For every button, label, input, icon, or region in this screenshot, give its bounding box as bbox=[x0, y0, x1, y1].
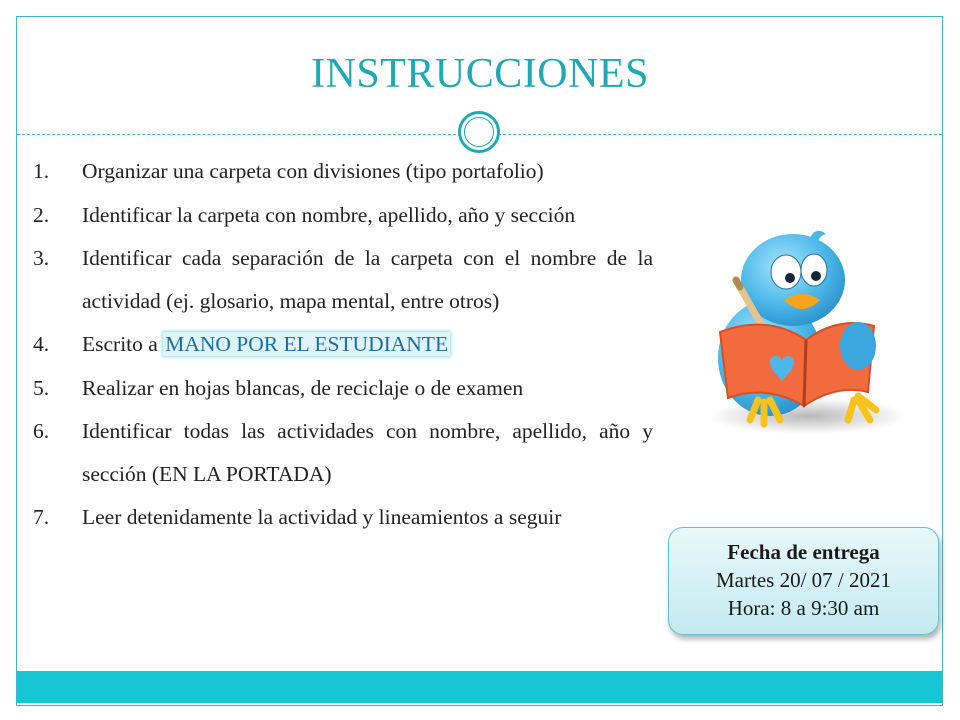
item-text bbox=[82, 323, 653, 366]
delivery-date: Martes 20/ 07 / 2021 bbox=[716, 568, 891, 592]
item-text-start: Escrito a bbox=[82, 332, 164, 356]
item-text: Organizar una carpeta con divisiones (tipo portafolio) bbox=[82, 159, 544, 183]
highlighted-text: MANO POR EL ESTUDIANTE bbox=[165, 332, 449, 356]
list-item bbox=[33, 496, 653, 539]
list-item bbox=[33, 410, 653, 495]
instructions-list bbox=[33, 150, 653, 540]
delivery-title: Fecha de entrega bbox=[727, 540, 880, 564]
item-text: Leer detenidamente la actividad y lineamientos a seguir bbox=[82, 505, 562, 529]
list-item bbox=[33, 323, 653, 366]
item-number: 6. bbox=[33, 419, 50, 443]
item-number: 5. bbox=[33, 375, 50, 400]
item-text: Identificar todas las actividades con nombre, apellido, año y sección (EN LA PORTADA) bbox=[82, 419, 653, 486]
delivery-date-box bbox=[668, 527, 939, 635]
bottom-bar bbox=[17, 671, 942, 703]
item-number: 2. bbox=[33, 202, 50, 227]
circle-ornament-icon bbox=[458, 111, 500, 153]
item-number: 4. bbox=[33, 332, 50, 356]
list-item bbox=[33, 194, 653, 237]
item-number: 3. bbox=[33, 246, 50, 270]
item-text: Realizar en hojas blancas, de reciclaje o de examen bbox=[82, 375, 524, 400]
list-item bbox=[33, 367, 653, 410]
item-text: Identificar cada separación de la carpeta con el nombre de la actividad (ej. glosario, mapa mental, entre otros) bbox=[82, 246, 653, 313]
item-number: 1. bbox=[33, 159, 50, 183]
list-item bbox=[33, 237, 653, 322]
item-text: Identificar la carpeta con nombre, apellido, año y sección bbox=[82, 202, 576, 227]
list-item bbox=[33, 150, 653, 193]
page-title: INSTRUCCIONES bbox=[311, 51, 649, 97]
item-number: 7. bbox=[33, 505, 50, 529]
delivery-time: Hora: 8 a 9:30 am bbox=[727, 596, 880, 620]
bird-reading-book-icon bbox=[698, 228, 913, 438]
